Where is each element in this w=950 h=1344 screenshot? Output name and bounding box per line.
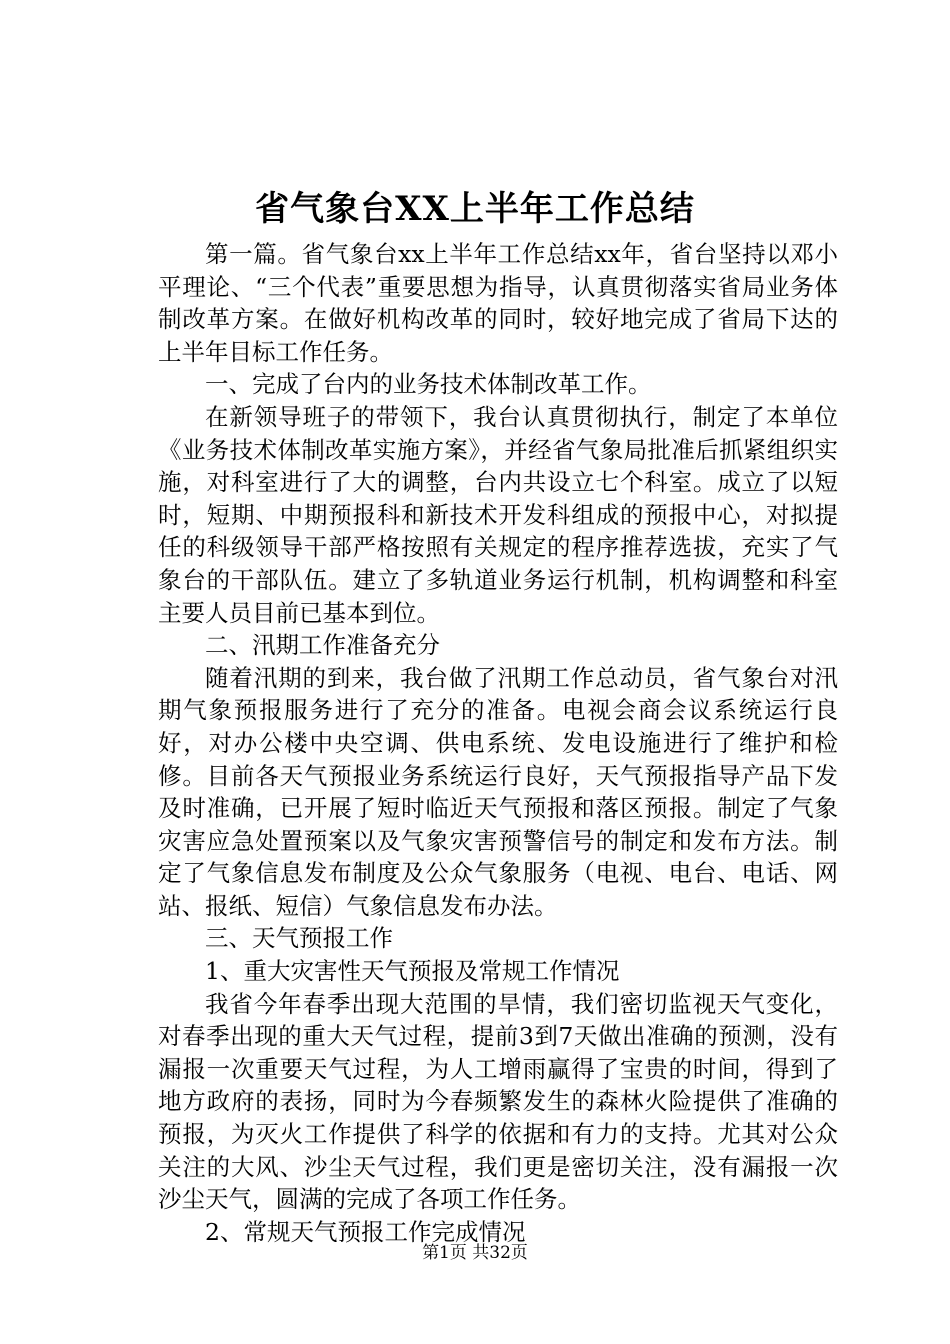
subsection-heading: 1、重大灾害性天气预报及常规工作情况 <box>205 957 620 986</box>
paragraph: 我省今年春季出现大范围的旱情，我们密切监视天气变化，对春季出现的重大天气过程，提前3到7天做出准确的预测，没有漏报一次重要天气过程，为人工增雨赢得了宝贵的时间，得到了地方政府的表扬，同时为今春频繁发生的森林火险提供了准确的预报，为灭火工作提供了科学的依据和有力的支持。尤其对公众关注的大风、沙尘天气过程，我们更是密切关注，没有漏报一次沙尘天气，圆满的完成了各项工作任务。 <box>158 989 838 1214</box>
paragraph: 在新领导班子的带领下，我台认真贯彻执行，制定了本单位《业务技术体制改革实施方案》，并经省气象局批准后抓紧组织实施，对科室进行了大的调整，台内共设立七个科室。成立了以短时，短期、中期预报科和新技术开发科组成的预报中心，对拟提任的科级领导干部严格按照有关规定的程序推荐选拔，充实了气象台的干部队伍。建立了多轨道业务运行机制，机构调整和科室主要人员目前已基本到位。 <box>158 402 838 627</box>
section-heading: 三、天气预报工作 <box>205 924 393 953</box>
section-heading: 二、汛期工作准备充分 <box>205 631 440 660</box>
section-heading: 一、完成了台内的业务技术体制改革工作。 <box>205 370 652 399</box>
paragraph: 随着汛期的到来，我台做了汛期工作总动员，省气象台对汛期气象预报服务进行了充分的准备。电视会商会议系统运行良好，对办公楼中央空调、供电系统、发电设施进行了维护和检修。目前各天气预报业务系统运行良好，天气预报指导产品下发及时准确，已开展了短时临近天气预报和落区预报。制定了气象灾害应急处置预案以及气象灾害预警信号的制定和发布方法。制定了气象信息发布制度及公众气象服务（电视、电台、电话、网站、报纸、短信）气象信息发布办法。 <box>158 663 838 920</box>
paragraph: 第一篇。省气象台xx上半年工作总结xx年，省台坚持以邓小平理论、“三个代表”重要思想为指导，认真贯彻落实省局业务体制改革方案。在做好机构改革的同时，较好地完成了省局下达的上半年目标工作任务。 <box>158 240 838 366</box>
document-title: 省气象台XX上半年工作总结 <box>255 189 695 229</box>
document-body <box>158 238 838 1248</box>
page-footer: 第1页 共32页 <box>422 1243 528 1263</box>
subsection-heading: 2、常规天气预报工作完成情况 <box>205 1217 526 1246</box>
